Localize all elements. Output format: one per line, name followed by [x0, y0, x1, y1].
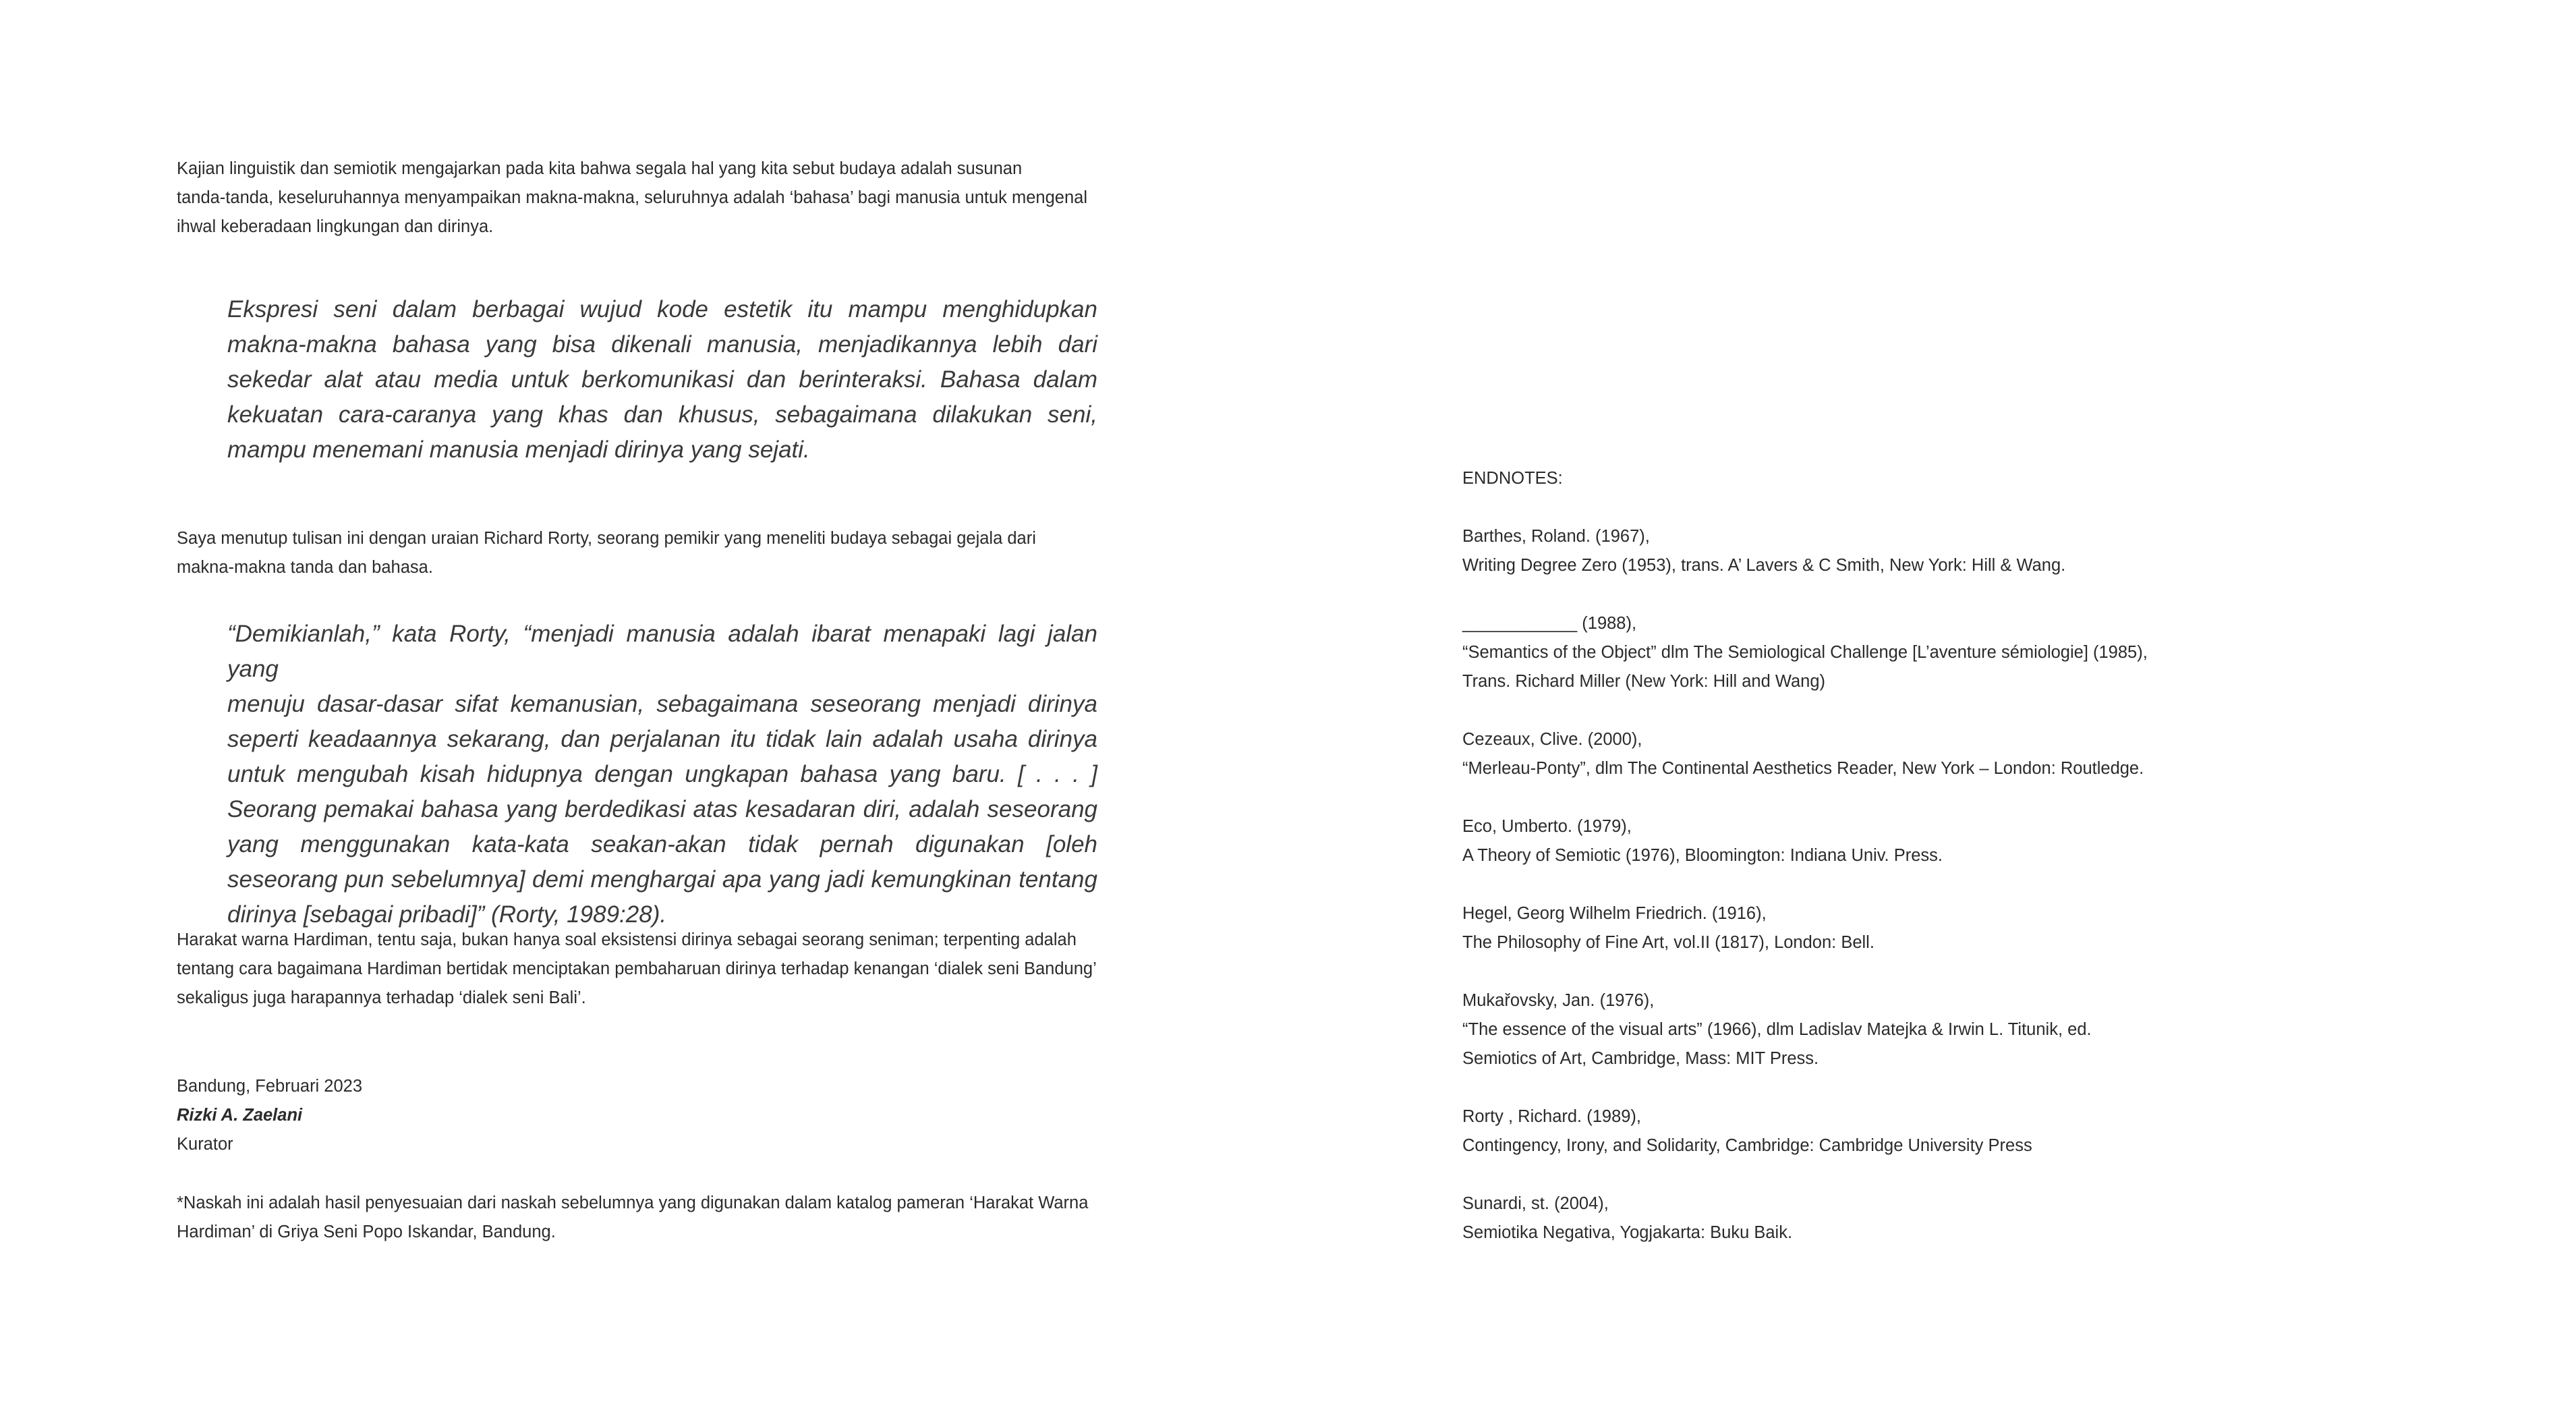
quote-line: makna-makna bahasa yang bisa dikenali manusia, menjadikannya lebih dari [227, 331, 1097, 358]
right-page [1288, 0, 2576, 1406]
endnote-line: Writing Degree Zero (1953), trans. A’ Lavers & C Smith, New York: Hill & Wang. [1462, 556, 2066, 575]
quote-line: “Demikianlah,” kata Rorty, “menjadi manusia adalah ibarat menapaki lagi jalan yang [227, 621, 1097, 682]
intro-line: ihwal keberadaan lingkungan dan dirinya. [177, 217, 494, 236]
endnote-line: The Philosophy of Fine Art, vol.II (1817), London: Bell. [1462, 933, 1874, 952]
closing-line: tentang cara bagaimana Hardiman bertidak menciptakan pembaharuan dirinya terhadap kenangan ‘dialek seni Bandung’ [177, 959, 1097, 978]
endnote-line: Trans. Richard Miller (New York: Hill and Wang) [1462, 672, 1826, 691]
signature-name: Rizki A. Zaelani [177, 1106, 303, 1125]
closing-line: sekaligus juga harapannya terhadap ‘dialek seni Bali’. [177, 988, 586, 1007]
quote-line: yang menggunakan kata-kata seakan-akan tidak pernah digunakan [oleh [227, 831, 1097, 857]
footnote-line: *Naskah ini adalah hasil penyesuaian dari naskah sebelumnya yang digunakan dalam katalog pameran ‘Harakat Warna [177, 1193, 1089, 1212]
endnote-entry-mukarovsky [1462, 986, 2407, 1073]
rorty-intro-paragraph [177, 524, 1147, 582]
signature-role: Kurator [177, 1135, 233, 1154]
footnote [177, 1189, 1147, 1247]
quote-line: Ekspresi seni dalam berbagai wujud kode estetik itu mampu menghidupkan [227, 296, 1097, 322]
endnote-entry-barthes-1988 [1462, 609, 2407, 696]
endnote-line: Semiotika Negativa, Yogjakarta: Buku Baik. [1462, 1223, 1793, 1242]
endnote-line: A Theory of Semiotic (1976), Bloomington: Indiana Univ. Press. [1462, 846, 1943, 865]
quote-rorty [227, 617, 1097, 932]
endnote-line: Hegel, Georg Wilhelm Friedrich. (1916), [1462, 904, 1767, 923]
quote-line: sekedar alat atau media untuk berkomunikasi dan berinteraksi. Bahasa dalam [227, 366, 1097, 393]
endnote-entry-cezeaux [1462, 725, 2407, 783]
endnote-line: Contingency, Irony, and Solidarity, Cambridge: Cambridge University Press [1462, 1136, 2032, 1155]
endnote-entry-rorty [1462, 1102, 2407, 1160]
endnotes-section [1462, 464, 2407, 1247]
quote-line: mampu menemani manusia menjadi dirinya yang sejati. [227, 437, 810, 463]
quote-line: dirinya [sebagai pribadi]” (Rorty, 1989:28). [227, 901, 667, 928]
endnote-line: “Semantics of the Object” dlm The Semiological Challenge [L’aventure sémiologie] (1985), [1462, 643, 2148, 662]
endnote-line: Sunardi, st. (2004), [1462, 1194, 1609, 1213]
endnote-line: Mukařovsky, Jan. (1976), [1462, 991, 1655, 1010]
closing-line: Harakat warna Hardiman, tentu saja, bukan hanya soal eksistensi dirinya sebagai seorang seniman; terpenting adalah [177, 930, 1077, 949]
endnote-entry-sunardi [1462, 1189, 2407, 1247]
signature-block [177, 1072, 1147, 1159]
rorty-intro-line: Saya menutup tulisan ini dengan uraian Richard Rorty, seorang pemikir yang meneliti budaya sebagai gejala dari [177, 529, 1036, 548]
endnote-entry-hegel [1462, 899, 2407, 957]
rorty-intro-line: makna-makna tanda dan bahasa. [177, 558, 433, 577]
quote-line: kekuatan cara-caranya yang khas dan khusus, sebagaimana dilakukan seni, [227, 401, 1097, 428]
signature-place-date: Bandung, Februari 2023 [177, 1077, 363, 1096]
endnote-line: Eco, Umberto. (1979), [1462, 817, 1632, 836]
quote-line: Seorang pemakai bahasa yang berdedikasi atas kesadaran diri, adalah seseorang [227, 796, 1097, 822]
quote-line: untuk mengubah kisah hidupnya dengan ungkapan bahasa yang baru. [ . . . ] [227, 761, 1097, 787]
endnote-line: Barthes, Roland. (1967), [1462, 527, 1650, 546]
endnote-entry-eco [1462, 812, 2407, 870]
quote-line: seseorang pun sebelumnya] demi menghargai apa yang jadi kemungkinan tentang [227, 866, 1097, 893]
endnote-line: ____________ (1988), [1462, 614, 1637, 633]
footnote-line: Hardiman’ di Griya Seni Popo Iskandar, Bandung. [177, 1222, 556, 1241]
quote-line: menuju dasar-dasar sifat kemanusian, sebagaimana seseorang menjadi dirinya [227, 691, 1097, 717]
endnote-entry-barthes-1967 [1462, 522, 2407, 580]
endnote-line: Rorty , Richard. (1989), [1462, 1107, 1642, 1126]
endnote-line: “Merleau-Ponty”, dlm The Continental Aesthetics Reader, New York – London: Routledge. [1462, 759, 2144, 778]
quote-expression-art [227, 292, 1097, 468]
intro-paragraph [177, 154, 1147, 242]
intro-line: tanda-tanda, keseluruhannya menyampaikan makna-makna, seluruhnya adalah ‘bahasa’ bagi manusia untuk mengenal [177, 188, 1088, 207]
quote-line: seperti keadaannya sekarang, dan perjalanan itu tidak lain adalah usaha dirinya [227, 726, 1097, 752]
closing-paragraph [177, 926, 1147, 1013]
intro-line: Kajian linguistik dan semiotik mengajarkan pada kita bahwa segala hal yang kita sebut budaya adalah susunan [177, 159, 1023, 178]
endnote-line: Cezeaux, Clive. (2000), [1462, 730, 1642, 749]
endnotes-heading: ENDNOTES: [1462, 469, 1563, 488]
endnote-line: “The essence of the visual arts” (1966), dlm Ladislav Matejka & Irwin L. Titunik, ed. [1462, 1020, 2092, 1039]
endnote-line: Semiotics of Art, Cambridge, Mass: MIT Press. [1462, 1049, 1819, 1068]
